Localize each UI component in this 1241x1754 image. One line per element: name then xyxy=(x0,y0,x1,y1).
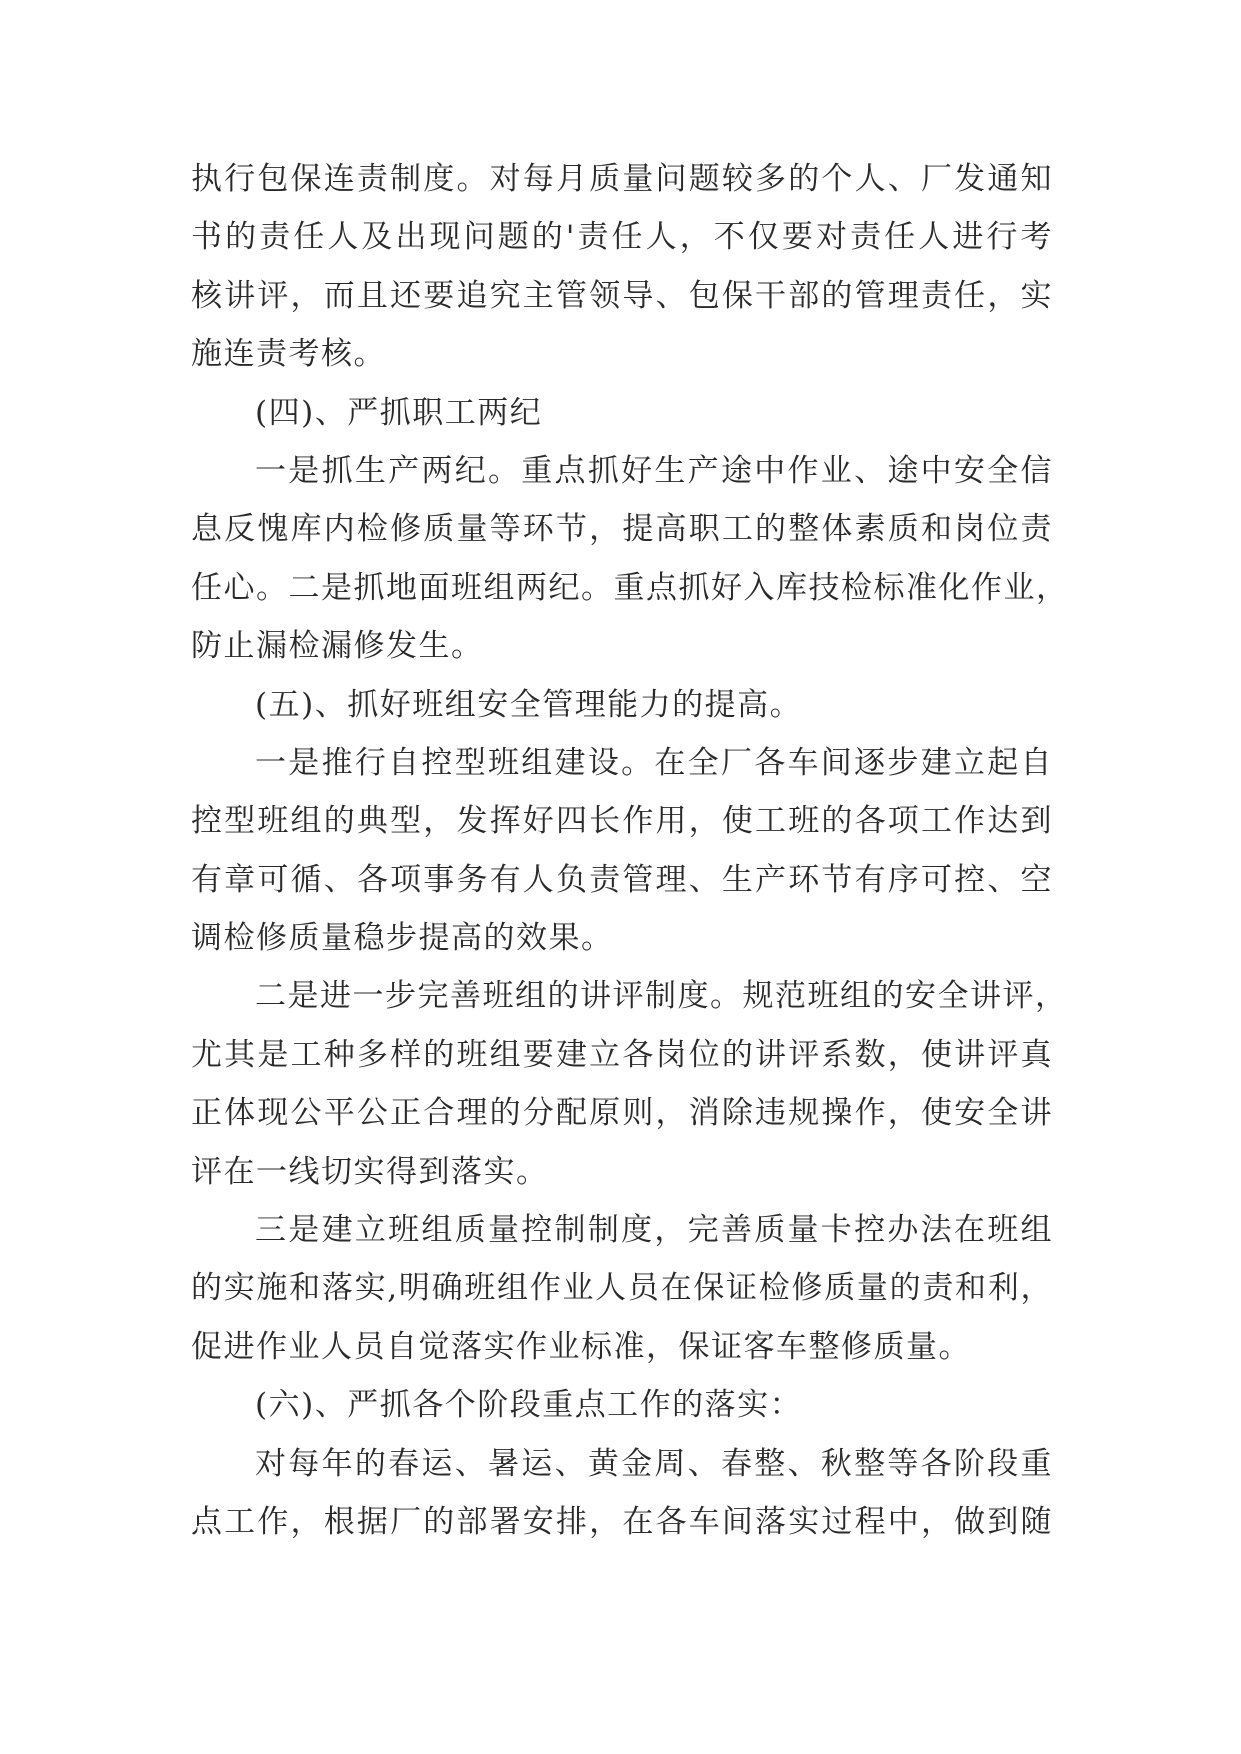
text-line: 一是抓生产两纪。重点抓好生产途中作业、途中安全信 xyxy=(255,452,1053,489)
text-line: 有章可循、各项事务有人负责管理、生产环节有序可控、空 xyxy=(191,861,1053,898)
section-heading: (五)、抓好班组安全管理能力的提高。 xyxy=(255,686,803,723)
text-line: 正体现公平公正合理的分配原则，消除违规操作，使安全讲 xyxy=(191,1095,1053,1132)
section-heading: (六)、严抓各个阶段重点工作的落实： xyxy=(255,1387,803,1424)
body-text xyxy=(191,150,1069,1551)
text-line: 三是建立班组质量控制制度，完善质量卡控办法在班组 xyxy=(255,1212,1053,1249)
text-line: 核讲评，而且还要追究主管领导、包保干部的管理责任，实 xyxy=(191,277,1053,314)
text-line: 的实施和落实,明确班组作业人员在保证检修质量的责和利， xyxy=(191,1270,1053,1307)
text-line: 对每年的春运、暑运、黄金周、春整、秋整等各阶段重 xyxy=(255,1445,1053,1482)
text-line: 执行包保连责制度。对每月质量问题较多的个人、厂发通知 xyxy=(191,161,1053,197)
text-line: 息反愧库内检修质量等环节，提高职工的整体素质和岗位责 xyxy=(191,511,1053,548)
text-line: 二是进一步完善班组的讲评制度。规范班组的安全讲评， xyxy=(255,978,1068,1015)
text-line: 尤其是工种多样的班组要建立各岗位的讲评系数，使讲评真 xyxy=(191,1036,1053,1073)
text-line: 任心。二是抓地面班组两纪。重点抓好入库技检标准化作业， xyxy=(191,569,1069,606)
text-line: 一是推行自控型班组建设。在全厂各车间逐步建立起自 xyxy=(255,744,1053,781)
text-line: 点工作，根据厂的部署安排，在各车间落实过程中，做到随 xyxy=(191,1503,1053,1540)
text-line: 防止漏检漏修发生。 xyxy=(191,628,484,665)
text-line: 调检修质量稳步提高的效果。 xyxy=(191,920,614,957)
text-line: 评在一线切实得到落实。 xyxy=(191,1153,549,1190)
text-line: 控型班组的典型，发挥好四长作用，使工班的各项工作达到 xyxy=(191,803,1053,840)
section-heading: (四)、严抓职工两纪 xyxy=(255,394,543,431)
text-line: 促进作业人员自觉落实作业标准，保证客车整修质量。 xyxy=(191,1328,971,1365)
text-line: 施连责考核。 xyxy=(191,336,386,373)
text-line: 书的责任人及出现问题的'责任人，不仅要对责任人进行考 xyxy=(191,219,1053,256)
